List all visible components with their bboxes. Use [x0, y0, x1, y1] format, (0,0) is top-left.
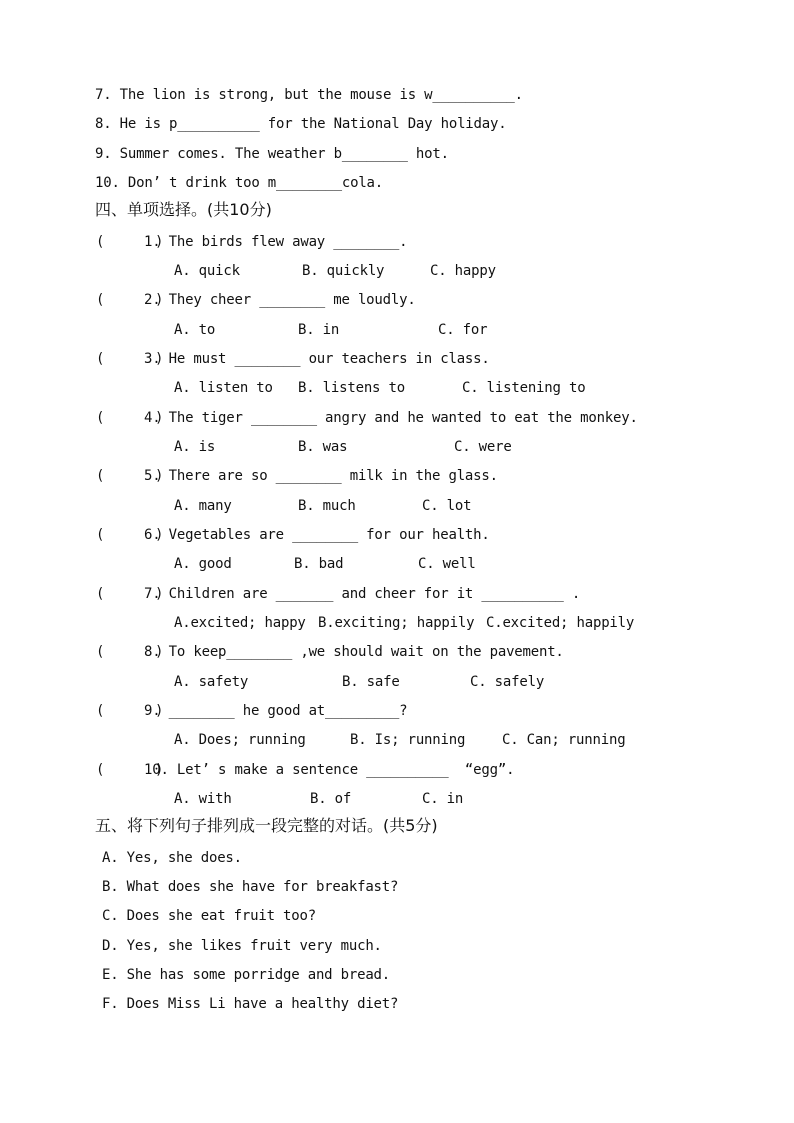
q10-option-a: A. with — [174, 791, 232, 807]
answer-paren-9: ( ) — [96, 703, 164, 719]
section-5-heading: 五、将下列句子排列成一段完整的对话。(共5分) — [95, 816, 438, 835]
answer-paren-4: ( ) — [96, 410, 164, 426]
fill-blank-7: 7. The lion is strong, but the mouse is w__________. — [95, 87, 523, 103]
q9-option-c: C. Can; running — [502, 732, 626, 748]
answer-paren-5: ( ) — [96, 468, 164, 484]
question-9-stem: 9. ________ he good at_________? — [144, 703, 408, 719]
answer-paren-3: ( ) — [96, 351, 164, 367]
dialogue-item-d: D. Yes, she likes fruit very much. — [102, 938, 382, 954]
q10-option-b: B. of — [310, 791, 352, 807]
q4-option-b: B. was — [298, 439, 348, 455]
q6-option-c: C. well — [418, 556, 476, 572]
question-5-stem: 5. There are so ________ milk in the glass. — [144, 468, 498, 484]
q8-option-a: A. safety — [174, 674, 249, 690]
q9-option-a: A. Does; running — [174, 732, 306, 748]
q3-option-a: A. listen to — [174, 380, 273, 396]
answer-paren-8: ( ) — [96, 644, 164, 660]
dialogue-item-c: C. Does she eat fruit too? — [102, 908, 316, 924]
q7-option-b: B.exciting; happily — [318, 615, 475, 631]
answer-paren-7: ( ) — [96, 586, 164, 602]
q9-option-b: B. Is; running — [350, 732, 466, 748]
q3-option-b: B. listens to — [298, 380, 405, 396]
q1-option-a: A. quick — [174, 263, 240, 279]
q5-option-a: A. many — [174, 498, 232, 514]
q10-option-c: C. in — [422, 791, 464, 807]
question-2-stem: 2. They cheer ________ me loudly. — [144, 292, 416, 308]
q4-option-c: C. were — [454, 439, 512, 455]
question-8-stem: 8. To keep________ ,we should wait on the pavement. — [144, 644, 564, 660]
q6-option-b: B. bad — [294, 556, 344, 572]
q8-option-b: B. safe — [342, 674, 400, 690]
question-10-stem: 10. Let’ s make a sentence __________ “egg”. — [144, 762, 515, 778]
question-4-stem: 4. The tiger ________ angry and he wanted to eat the monkey. — [144, 410, 638, 426]
question-7-stem: 7. Children are _______ and cheer for it __________ . — [144, 586, 581, 602]
q7-option-a: A.excited; happy — [174, 615, 306, 631]
q2-option-c: C. for — [438, 322, 488, 338]
dialogue-item-f: F. Does Miss Li have a healthy diet? — [102, 996, 399, 1012]
answer-paren-10: ( ) — [96, 762, 164, 778]
dialogue-item-b: B. What does she have for breakfast? — [102, 879, 399, 895]
question-3-stem: 3. He must ________ our teachers in class. — [144, 351, 490, 367]
q6-option-a: A. good — [174, 556, 232, 572]
fill-blank-8: 8. He is p__________ for the National Day holiday. — [95, 116, 507, 132]
answer-paren-2: ( ) — [96, 292, 164, 308]
q2-option-a: A. to — [174, 322, 216, 338]
section-4-heading: 四、单项选择。(共10分) — [95, 200, 272, 219]
q7-option-c: C.excited; happily — [486, 615, 635, 631]
answer-paren-1: ( ) — [96, 234, 164, 250]
dialogue-item-a: A. Yes, she does. — [102, 850, 242, 866]
q8-option-c: C. safely — [470, 674, 545, 690]
q2-option-b: B. in — [298, 322, 340, 338]
q1-option-c: C. happy — [430, 263, 496, 279]
fill-blank-10: 10. Don’ t drink too m________cola. — [95, 175, 384, 191]
q1-option-b: B. quickly — [302, 263, 385, 279]
dialogue-item-e: E. She has some porridge and bread. — [102, 967, 391, 983]
answer-paren-6: ( ) — [96, 527, 164, 543]
q4-option-a: A. is — [174, 439, 216, 455]
q3-option-c: C. listening to — [462, 380, 586, 396]
fill-blank-9: 9. Summer comes. The weather b________ hot. — [95, 146, 449, 162]
question-1-stem: 1. The birds flew away ________. — [144, 234, 408, 250]
q5-option-c: C. lot — [422, 498, 472, 514]
q5-option-b: B. much — [298, 498, 356, 514]
question-6-stem: 6. Vegetables are ________ for our health. — [144, 527, 490, 543]
